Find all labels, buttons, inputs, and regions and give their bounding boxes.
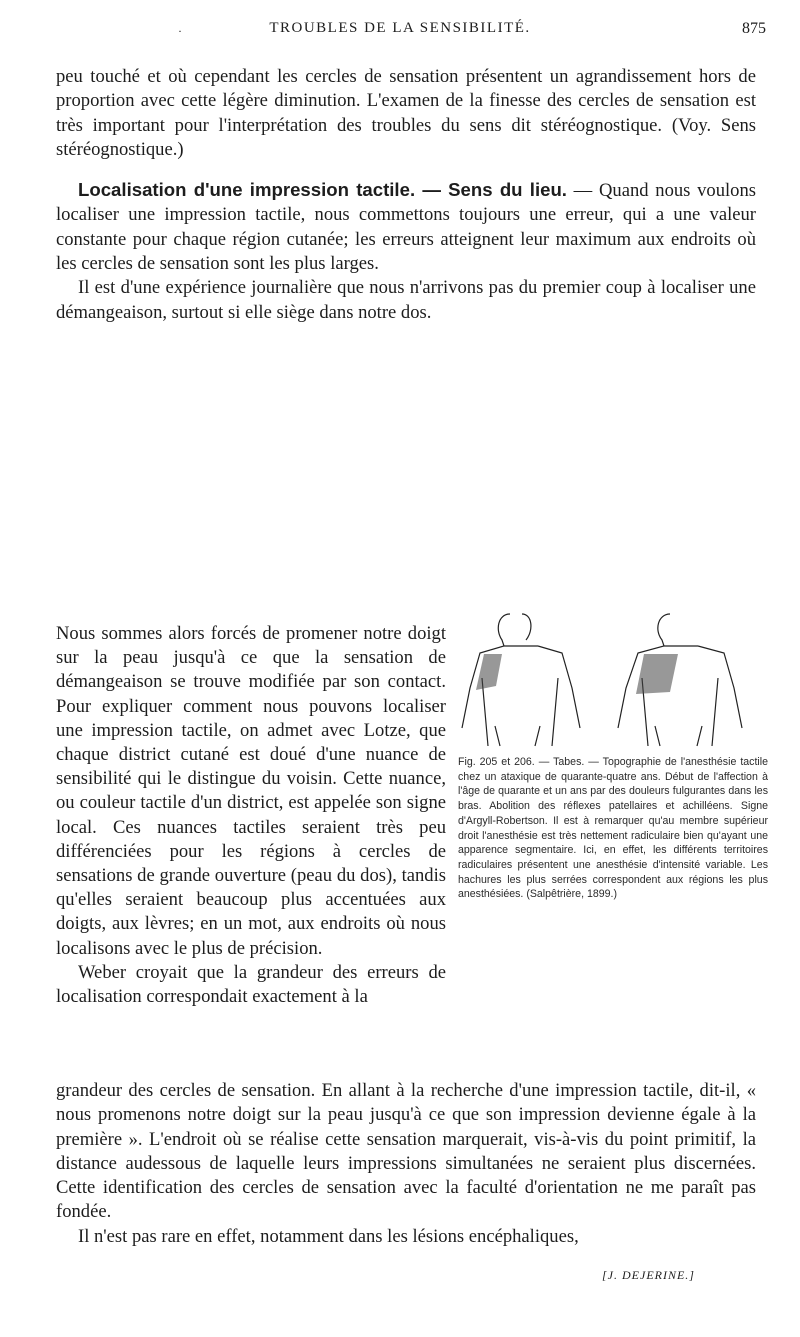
intro-block bbox=[56, 65, 756, 325]
figure-206-back-body bbox=[618, 614, 742, 746]
bottom-last-line: Il n'est pas rare en effet, notamment dans les lésions encéphaliques, bbox=[78, 1225, 579, 1247]
figure-anesthesia-topography bbox=[440, 608, 760, 748]
page-number: 875 bbox=[742, 20, 766, 37]
section-paragraph bbox=[56, 178, 756, 276]
figure-caption: Fig. 205 et 206. — Tabes. — Topographie de l'anesthésie tactile chez un ataxique de quarante-quatre ans. Début de l'affection à l'âge de quarante et un ans par des douleurs fulgurantes dans les bras. Abolition des réflexes patellaires et achilléens. Signe d'Argyll-Robertson. Il est à remarquer qu'au membre supérieur droit l'anesthésie est très nettement radiculaire bien qu'ayant une apparence segmentaire. Ici, en effet, les différents territoires radiculaires présentent une anesthésie d'intensité variable. Les hachures les plus serrées correspondent aux régions les plus anesthésiées. (Salpêtrière, 1899.) bbox=[458, 756, 768, 901]
hatched-region-back bbox=[636, 654, 678, 694]
weber-paragraph: Weber croyait que la grandeur des erreurs de localisation correspondait exactement à la bbox=[56, 961, 446, 1008]
left-column-text bbox=[56, 622, 446, 1009]
intro-paragraph: peu touché et où cependant les cercles de sensation présentent un agrandissement hors de proportion avec cette légère diminution. L'examen de la finesse des cercles de sensation est très important pour l'interprétation des troubles du sens dit stéréognostique. (Voy. Sens stéréognostique.) bbox=[56, 66, 756, 160]
running-title: TROUBLES DE LA SENSIBILITÉ. bbox=[269, 20, 531, 36]
lotze-paragraph: Nous sommes alors forcés de promener notre doigt sur la peau jusqu'à ce que la sensation de démangeaison se trouve modifiée par son contact. Pour expliquer comment nous pouvons localiser une impression tactile, on admet avec Lotze, que chaque district cutané est doué d'une nuance de sensibilité qui le distingue du voisin. Cette nuance, ou couleur tactile d'un district, est appelée son signe local. Ces nuances tactiles seraient très peu différenciées pour les régions à cercles de sensations de grande ouverture (peau du dos), tandis qu'elles seraient beaucoup plus accentuées aux doigts, aux lèvres; en un mot, aux endroits où nous localisons avec le plus de précision. bbox=[56, 623, 446, 959]
section-heading: Localisation d'une impression tactile. — Sens du lieu. bbox=[78, 179, 567, 201]
running-header bbox=[0, 20, 800, 44]
bottom-text bbox=[56, 1079, 756, 1249]
author-credit: [J. DEJERINE.] bbox=[602, 1268, 695, 1282]
bottom-paragraph: grandeur des cercles de sensation. En allant à la recherche d'une impression tactile, dit-il, « nous promenons notre doigt sur la peau jusqu'à ce que son impression devienne égale à la première ». L'endroit où se réalise cette sensation marquerait, vis-à-vis du point primitif, la distance audessous de laquelle leurs impressions simultanées ne seraient plus discernées. Cette identification des cercles de sensation avec la faculté d'orientation ne me paraît pas fondée. bbox=[56, 1080, 756, 1223]
hatched-region-front bbox=[476, 654, 502, 690]
header-dot: · bbox=[178, 24, 182, 38]
paragraph-itch: Il est d'une expérience journalière que nous n'arrivons pas du premier coup à localiser une démangeaison, surtout si elle siège dans notre dos. bbox=[56, 277, 756, 323]
section-body: — Quand nous voulons localiser une impression tactile, nous commettons toujours une erreur, qui a une valeur constante pour chaque région cutanée; les erreurs atteignent leur maximum aux endroits où les cercles de sensation sont les plus larges. bbox=[56, 180, 756, 275]
